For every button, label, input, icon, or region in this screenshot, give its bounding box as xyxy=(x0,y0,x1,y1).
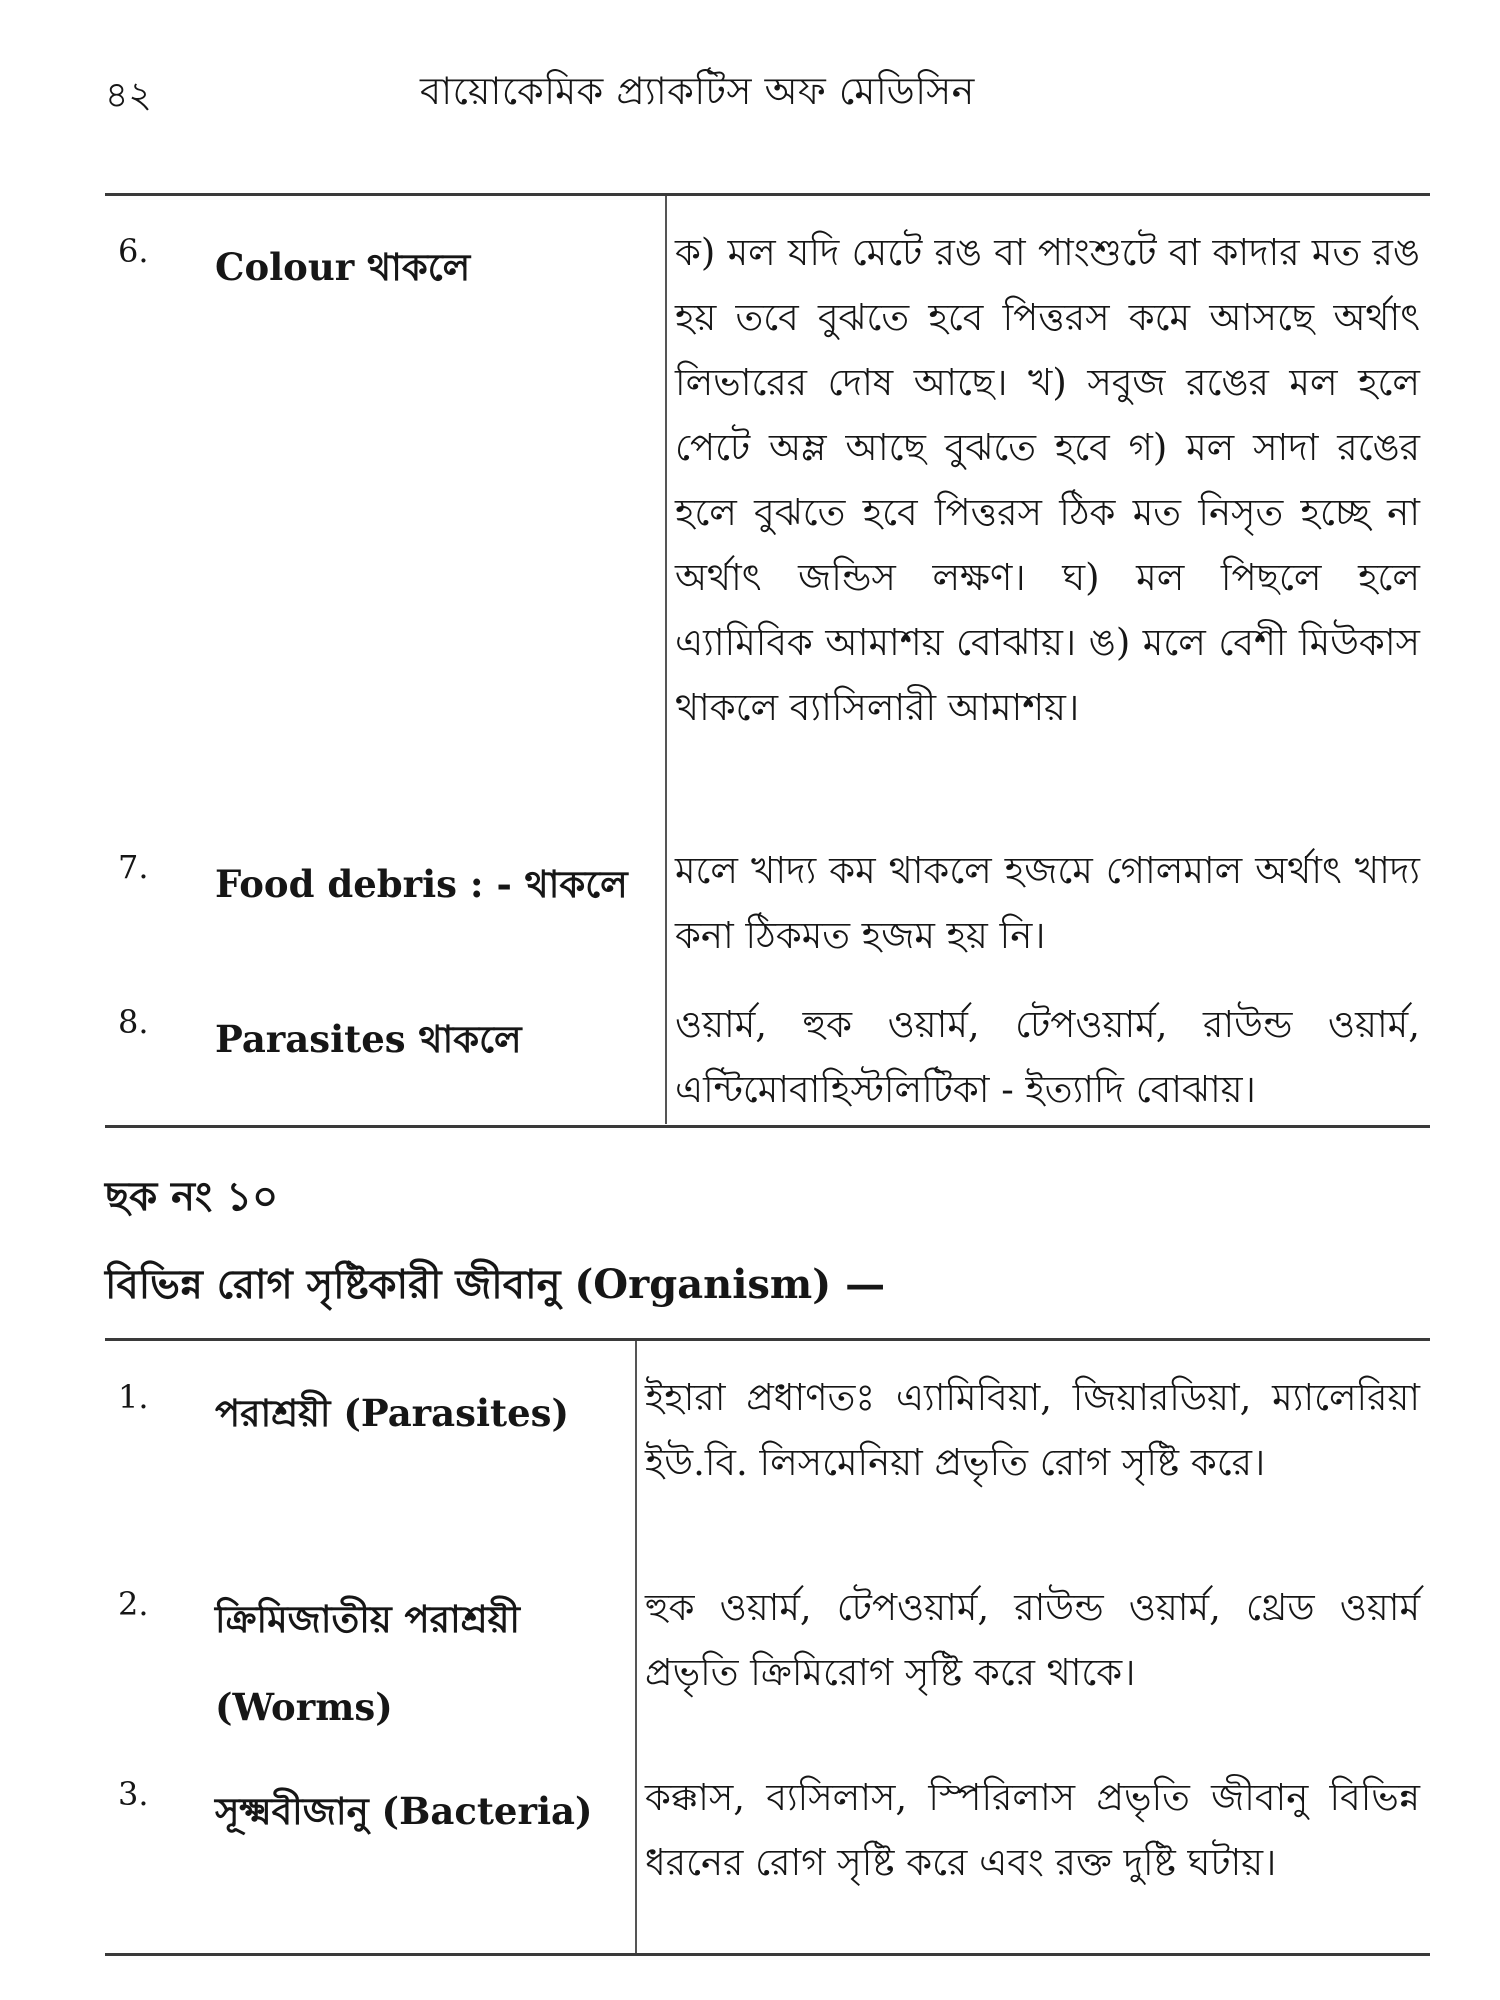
table1-column-divider xyxy=(665,196,667,1124)
table1-row-8-description: ওয়ার্ম, হুক ওয়ার্ম, টেপওয়ার্ম, রাউন্ড ওয়ার্ম, এন্টিমোবাহিস্টলিটিকা - ইত্যাদি বোঝায়। xyxy=(675,1003,1420,1111)
table2-column-divider xyxy=(635,1341,637,1953)
table2-bottom-rule xyxy=(105,1953,1430,1956)
page-number: ৪২ xyxy=(105,75,152,116)
organism-subheading: বিভিন্ন রোগ সৃষ্টিকারী জীবানু (Organism) — xyxy=(105,1261,886,1308)
table1-row-6-description: ক) মল যদি মেটে রঙ বা পাংশুটে বা কাদার মত রঙ হয় তবে বুঝতে হবে পিত্তরস কমে আসছে অর্থাৎ লিভারের দোষ আছে। খ) সবুজ রঙের মল হলে পেটে অম্ল আছে বুঝতে হবে গ) মল সাদা রঙের হলে বুঝতে হবে পিত্তরস ঠিক মত নিসৃত হচ্ছে না অর্থাৎ জন্ডিস লক্ষণ। ঘ) মল পিছলে হলে এ্যামিবিক আমাশয় বোঝায়। ঙ) মলে বেশী মিউকাস থাকলে ব্যাসিলারী আমাশয়। xyxy=(675,231,1420,729)
table1-row-7-number: 7. xyxy=(118,848,149,886)
table1-bottom-rule xyxy=(105,1125,1430,1128)
table2-row-2-label: ক্রিমিজাতীয় পরাশ্রয়ী xyxy=(215,1597,520,1641)
table2-row-2-number: 2. xyxy=(118,1585,149,1623)
table1-row-7-description: মলে খাদ্য কম থাকলে হজমে গোলমাল অর্থাৎ খাদ্য কনা ঠিকমত হজম হয় নি। xyxy=(675,849,1420,957)
table2-row-3-number: 3. xyxy=(118,1775,149,1813)
table2-row-1-label: পরাশ্রয়ী (Parasites) xyxy=(215,1391,569,1435)
table1-row-7-label: Food debris : - থাকলে xyxy=(215,862,628,906)
running-title: বায়োকেমিক প্র্যাকটিস অফ মেডিসিন xyxy=(420,69,975,113)
table1-row-6-number: 6. xyxy=(118,232,149,270)
table1-row-8-number: 8. xyxy=(118,1003,149,1041)
table2-row-1-number: 1. xyxy=(118,1378,149,1416)
table1-top-rule xyxy=(105,193,1430,196)
table2-row-2-label-english: (Worms) xyxy=(215,1685,393,1729)
table1-row-6-label: Colour থাকলে xyxy=(215,245,471,289)
table1-row-8-label: Parasites থাকলে xyxy=(215,1017,522,1061)
table2-row-2-description: হুক ওয়ার্ম, টেপওয়ার্ম, রাউন্ড ওয়ার্ম, থ্রেড ওয়ার্ম প্রভৃতি ক্রিমিরোগ সৃষ্টি করে থাকে। xyxy=(645,1586,1420,1694)
chart-number-heading: ছক নং ১০ xyxy=(105,1173,279,1220)
table2-row-3-label: সূক্ষ্মবীজানু (Bacteria) xyxy=(215,1789,593,1833)
table2-row-3-description: কক্কাস, ব্যসিলাস, স্পিরিলাস প্রভৃতি জীবানু বিভিন্ন ধরনের রোগ সৃষ্টি করে এবং রক্ত দুষ্টি ঘটায়। xyxy=(645,1776,1420,1884)
table2-row-1-description: ইহারা প্রধাণতঃ এ্যামিবিয়া, জিয়ারডিয়া, ম্যালেরিয়া ইউ.বি. লিসমেনিয়া প্রভৃতি রোগ সৃষ্টি করে। xyxy=(645,1376,1420,1484)
table2-top-rule xyxy=(105,1338,1430,1341)
